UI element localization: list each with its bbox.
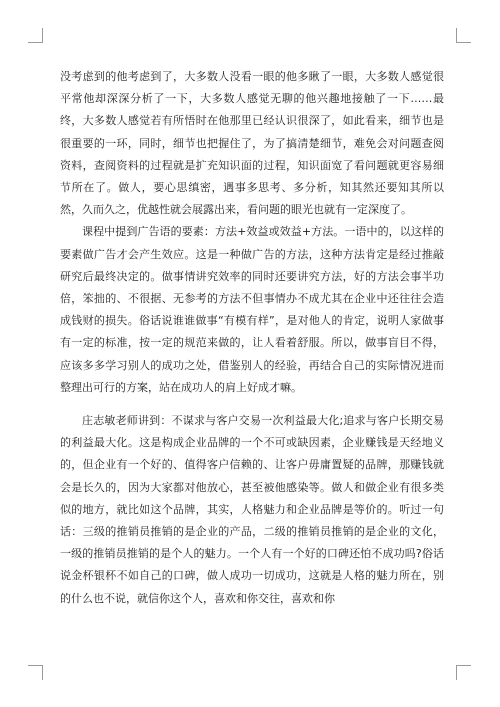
crop-mark-top-right (456, 28, 471, 43)
document-body (60, 66, 444, 610)
paragraph-brand: 庄志敏老师讲到：不谋求与客户交易一次利益最大化;追求与客户长期交易的利益最大化。这是构成企业品牌的一个不可或缺因素，企业赚钱是天经地义的，但企业有一个好的、值得客户信赖的、让客户毋庸置疑的品牌，那赚钱就会是长久的，因为大家都对他放心，甚至被他感染等。做人和做企业有很多类似的地方，就比如这个品牌，其实，人格魅力和企业品牌是等价的。听过一句话：三级的推销员推销的是企业的产品，二级的推销员推销的是企业的文化，一级的推销员推销的是个人的魅力。一个人有一个好的口碑还怕不成功吗?俗话说金杯银杯不如自己的口碑，做人成功一切成功，这就是人格的魅力所在，别的什么也不说，就信你这个人，喜欢和你交往，喜欢和你 (60, 414, 444, 605)
crop-mark-bottom-left (28, 665, 43, 680)
paragraph-ad-slogan: 课程中提到广告语的要素：方法+效益或效益+方法。一语中的，以这样的要素做广告才会产生效应。这是一种做广告的方法，这种方法肯定是经过推敲研究后最终决定的。做事情讲究效率的同时还要讲究方法，好的方法会事半功倍，笨拙的、不很据、无参考的方法不但事情办不成尤其在企业中还往往会造成钱财的损失。俗话说谁谁做事“有模有样”，是对他人的肯定，说明人家做事有一定的标准，按一定的规范来做的，让人看着舒服。所以，做事盲目不得，应该多多学习别人的成功之处，借鉴别人的经验，再结合自己的实际情况进而整理出可行的方案，站在成功人的肩上好成才嘛。 (60, 225, 444, 394)
paragraph-continued: 没考虑到的他考虑到了，大多数人没看一眼的他多瞅了一眼，大多数人感觉很平常他却深深分析了一下，大多数人感觉无聊的他兴趣地接触了一下……最终，大多数人感觉若有所悟时在他那里已经认识很深了，如此看来，细节也是很重要的一环，同时，细节也把握住了，为了搞清楚细节，难免会对问题查阅资料，查阅资料的过程就是扩充知识面的过程，知识面宽了看问题就更容易细节所在了。做人，要心思缜密，遇事多思考、多分析，知其然还要知其所以然，久而久之，优越性就会展露出来，看问题的眼光也就有一定深度了。 (60, 70, 444, 217)
crop-mark-bottom-right (456, 665, 471, 680)
crop-mark-top-left (28, 28, 43, 43)
